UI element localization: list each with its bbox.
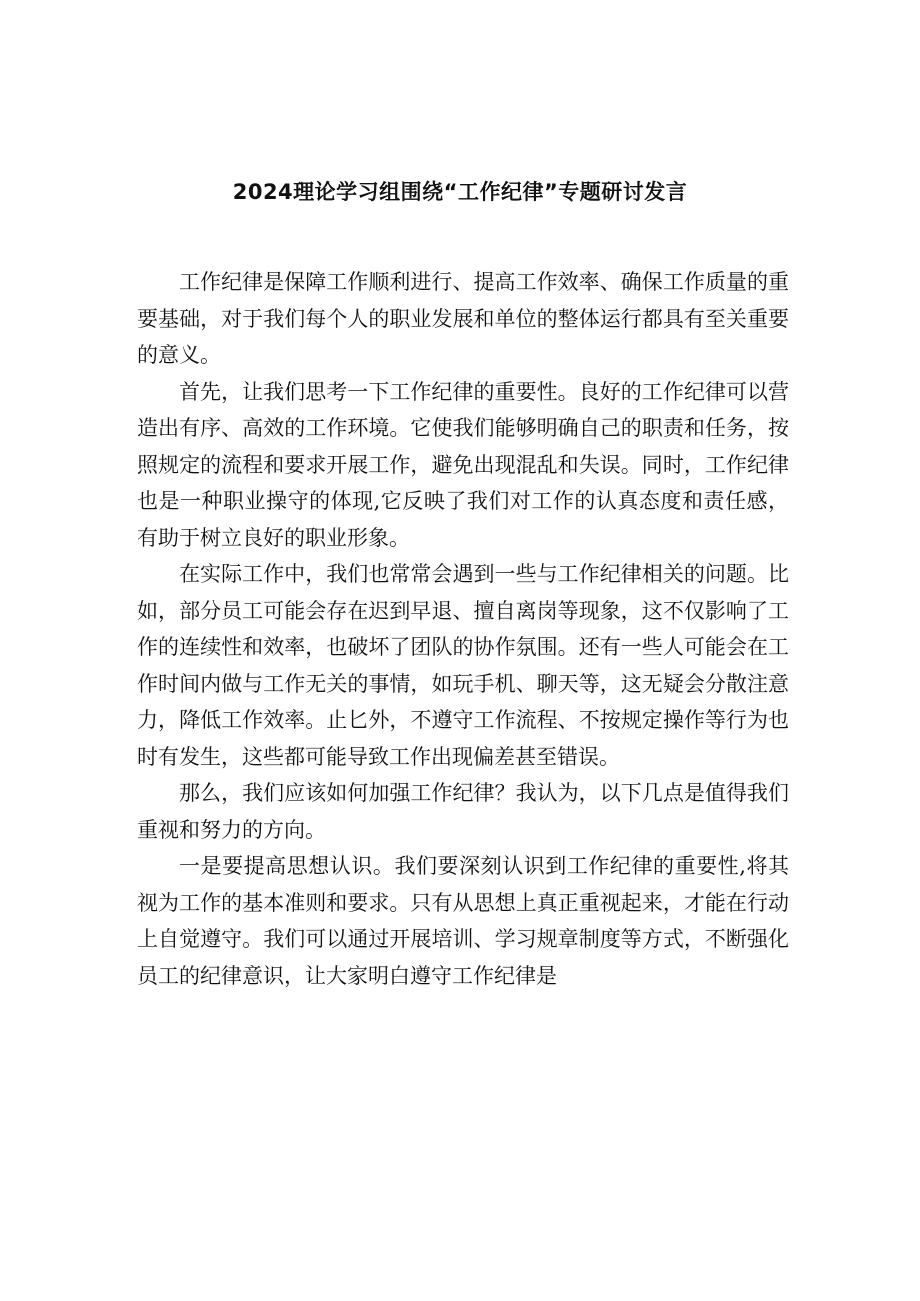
paragraph-4: 那么，我们应该如何加强工作纪律？我认为，以下几点是值得我们重视和努力的方向。 [137, 781, 789, 842]
document-body [137, 264, 789, 994]
paragraph-3: 在实际工作中，我们也常常会遇到一些与工作纪律相关的问题。比如，部分员工可能会存在迟到早退、擅自离岗等现象，这不仅影响了工作的连续性和效率，也破坏了团队的协作氛围。还有一些人可能会在工作时间内做与工作无关的事情，如玩手机、聊天等，这无疑会分散注意力，降低工作效率。止匕外，不遵守工作流程、不按规定操作等行为也时有发生，这些都可能导致工作出现偏差甚至错误。 [137, 562, 789, 769]
paragraph-1: 工作纪律是保障工作顺利进行、提高工作效率、确保工作质量的重要基础，对于我们每个人的职业发展和单位的整体运行都具有至关重要的意义。 [137, 270, 789, 367]
paragraph-2: 首先，让我们思考一下工作纪律的重要性。良好的工作纪律可以营造出有序、高效的工作环境。它使我们能够明确自己的职责和任务，按照规定的流程和要求开展工作，避免出现混乱和失误。同时，工作纪律也是一种职业操守的体现,它反映了我们对工作的认真态度和责任感，有助于树立良好的职业形象。 [137, 379, 789, 550]
paragraph-5: 一是要提高思想认识。我们要深刻认识到工作纪律的重要性,将其视为工作的基本准则和要求。只有从思想上真正重视起来，才能在行动上自觉遵守。我们可以通过开展培训、学习规章制度等方式，不断强化员工的纪律意识，让大家明白遵守工作纪律是 [137, 854, 789, 988]
document-title: 2024理论学习组围绕“工作纪律”专题研讨发言 [232, 180, 688, 204]
